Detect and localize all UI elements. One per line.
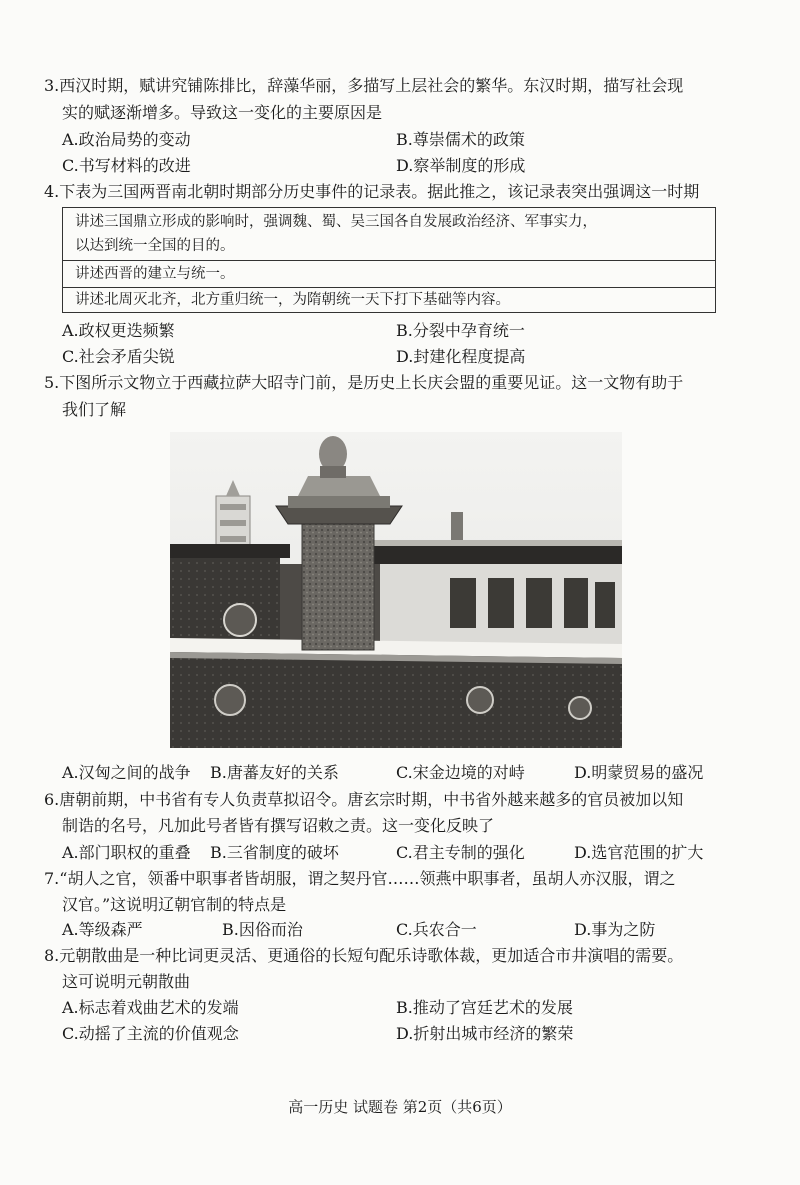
q3-stem-line1: 3.西汉时期，赋讲究铺陈排比，辞藻华丽，多描写上层社会的繁华。东汉时期，描写社会现 [44,76,684,95]
table-row [63,287,715,312]
q4-record-table [62,207,716,313]
q5-option-c: C.宋金边境的对峙 [396,763,525,782]
q7-option-b: B.因俗而治 [222,920,303,939]
table-cell-row1-line2: 以达到统一全国的目的。 [75,238,235,254]
q5-option-a: A.汉匈之间的战争 [62,763,191,782]
q8-stem-line1: 8.元朝散曲是一种比词更灵活、更通俗的长短句配乐诗歌体裁，更加适合市井演唱的需要。 [44,946,684,965]
q6-stem-line2: 制诰的名号，凡加此号者皆有撰写诏敕之责。这一变化反映了 [62,816,495,835]
q8-stem-line2: 这可说明元朝散曲 [62,972,191,991]
table-row [63,208,715,260]
q5-option-b: B.唐蕃友好的关系 [210,763,339,782]
q7-option-a: A.等级森严 [62,920,143,939]
q6-option-a: A.部门职权的重叠 [62,843,191,862]
q5-stem-line2: 我们了解 [62,400,127,419]
q4-stem-line1: 4.下表为三国两晋南北朝时期部分历史事件的记录表。据此推之，该记录表突出强调这一时期 [44,182,700,201]
q7-option-c: C.兵农合一 [396,920,477,939]
jokhang-stele-photo [170,432,622,748]
q4-option-a: A.政权更迭频繁 [62,321,175,340]
q4-option-c: C.社会矛盾尖锐 [62,347,175,366]
table-cell-row3: 讲述北周灭北齐，北方重归统一，为隋朝统一天下打下基础等内容。 [75,292,510,308]
table-cell-row1-line1: 讲述三国鼎立形成的影响时，强调魏、蜀、吴三国各自发展政治经济、军事实力， [75,214,597,230]
q8-option-d: D.折射出城市经济的繁荣 [396,1024,574,1043]
q6-option-d: D.选官范围的扩大 [574,843,704,862]
q7-stem-line2: 汉官。”这说明辽朝官制的特点是 [62,895,287,914]
q6-option-b: B.三省制度的破坏 [210,843,339,862]
q3-option-a: A.政治局势的变动 [62,130,191,149]
q8-option-a: A.标志着戏曲艺术的发端 [62,998,239,1017]
q4-option-d: D.封建化程度提高 [396,347,526,366]
q8-option-b: B.推动了宫廷艺术的发展 [396,998,573,1017]
q5-option-d: D.明蒙贸易的盛况 [574,763,704,782]
table-cell-row2: 讲述西晋的建立与统一。 [75,266,235,282]
q6-option-c: C.君主专制的强化 [396,843,525,862]
q6-stem-line1: 6.唐朝前期，中书省有专人负责草拟诏令。唐玄宗时期，中书省外越来越多的官员被加以知 [44,790,684,809]
q7-stem-line1: 7.“胡人之官，领番中职事者皆胡服，谓之契丹官……领燕中职事者，虽胡人亦汉服，谓之 [44,869,676,888]
q8-option-c: C.动摇了主流的价值观念 [62,1024,239,1043]
q3-option-b: B.尊崇儒术的政策 [396,130,525,149]
q7-option-d: D.事为之防 [574,920,656,939]
page-footer: 高一历史 试题卷 第2页（共6页） [288,1098,512,1116]
q5-stem-line1: 5.下图所示文物立于西藏拉萨大昭寺门前，是历史上长庆会盟的重要见证。这一文物有助于 [44,373,684,392]
q3-stem-line2: 实的赋逐渐增多。导致这一变化的主要原因是 [62,103,383,122]
q3-option-c: C.书写材料的改进 [62,156,191,175]
table-row [63,260,715,287]
q3-option-d: D.察举制度的形成 [396,156,526,175]
q4-option-b: B.分裂中孕育统一 [396,321,525,340]
